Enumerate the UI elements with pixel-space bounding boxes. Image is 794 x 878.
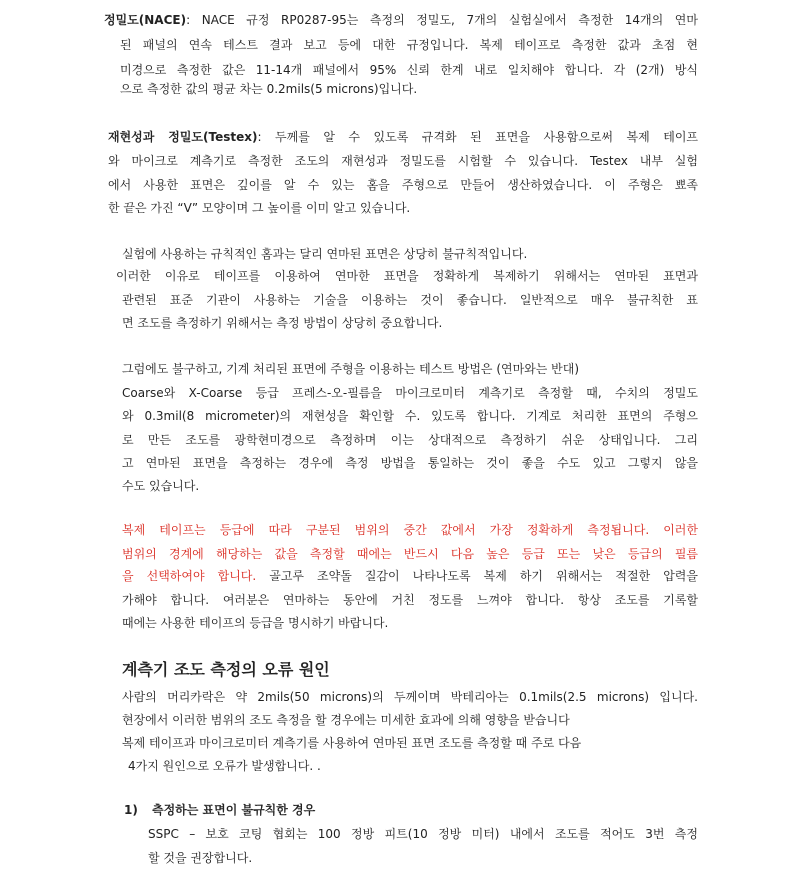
p2-line-2: 와 마이크로 계측기로 측정한 조도의 재현성과 정밀도를 시험할 수 있습니다. Testex 내부 실험 (108, 154, 698, 168)
p1-line-1 (104, 12, 698, 28)
p4-line-3: 와 0.3mil(8 micrometer)의 재현성을 확인할 수. 있도록 합니다. 기계로 처리한 표면의 주형으 (122, 409, 698, 423)
p4-line-1: 그럼에도 불구하고, 기계 처리된 표면에 주형을 이용하는 테스트 방법은 (연마와는 반대) (122, 362, 580, 376)
p2-line-1 (108, 129, 698, 145)
p5-red-line-3: 을 선택하여야 합니다. (122, 569, 257, 583)
p3-line-3: 관련된 표준 기관이 사용하는 기술을 이용하는 것이 좋습니다. 일반적으로 매우 불규칙한 표 (122, 293, 698, 307)
item1-line-1: SSPC – 보호 코팅 협회는 100 정방 피트(10 정방 미터) 내에서 조도를 적어도 3번 측정 (148, 827, 698, 841)
p5-text-3: 골고루 조약돌 질감이 나타나도록 복제 하기 위해서는 적절한 압력을 (256, 569, 698, 583)
p2-lead: 재현성과 정밀도(Testex) (108, 130, 258, 144)
item1-title: 측정하는 표면이 불규칙한 경우 (152, 803, 316, 817)
section-line-2: 현장에서 이러한 범위의 조도 측정을 할 경우에는 미세한 효과에 의해 영향을 받습니다 (122, 713, 570, 727)
item1-number: 1) (124, 803, 138, 817)
p5-red-line-1: 복제 테이프는 등급에 따라 구분된 범위의 중간 값에서 가장 정확하게 측정됩니다. 이러한 (122, 523, 698, 537)
p2-line-4: 한 끝은 가진 “V” 모양이며 그 높이를 이미 알고 있습니다. (108, 201, 411, 215)
p1-line-3: 미경으로 측정한 값은 11-14개 패널에서 95% 신뢰 한계 내로 일치해야 합니다. 각 (2개) 방식 (120, 63, 698, 77)
item1-line-2: 할 것을 권장합니다. (148, 851, 253, 865)
p2-text-1: : 두께를 알 수 있도록 규격화 된 표면을 사용함으로써 복제 테이프 (257, 130, 698, 144)
p4-line-4: 로 만든 조도를 광학현미경으로 측정하며 이는 상대적으로 측정하기 쉬운 상태입니다. 그리 (122, 433, 698, 447)
section-heading: 계측기 조도 측정의 오류 원인 (122, 660, 330, 679)
section-line-3: 복제 테이프과 마이크로미터 계측기를 사용하여 연마된 표면 조도를 측정할 때 주로 다음 (122, 736, 582, 750)
p3-line-1: 실험에 사용하는 규칙적인 홈과는 달리 연마된 표면은 상당히 불규칙적입니다. (122, 247, 528, 261)
p4-line-5: 고 연마된 표면을 측정하는 경우에 측정 방법을 통일하는 것이 좋을 수도 있고 그렇지 않을 (122, 456, 698, 470)
p5-line-3 (122, 568, 698, 584)
p4-line-6: 수도 있습니다. (122, 479, 200, 493)
p2-line-3: 에서 사용한 표면은 깊이를 알 수 있는 홈을 주형으로 만들어 생산하였습니다. 이 주형은 뾰족 (108, 178, 698, 192)
p1-text-1: : NACE 규정 RP0287-95는 측정의 정밀도, 7개의 실험실에서 측정한 14개의 연마 (186, 13, 698, 27)
p3-line-2: 이러한 이유로 테이프를 이용하여 연마한 표면을 정확하게 복제하기 위해서는 연마된 표면과 (116, 269, 698, 283)
p3-line-4: 면 조도를 측정하기 위해서는 측정 방법이 상당히 중요합니다. (122, 316, 443, 330)
p5-line-5: 때에는 사용한 테이프의 등급을 명시하기 바랍니다. (122, 616, 389, 630)
p1-line-4: 으로 측정한 값의 평균 차는 0.2mils(5 microns)입니다. (120, 82, 418, 96)
p1-lead: 정밀도(NACE) (104, 13, 187, 27)
p4-line-2: Coarse와 X-Coarse 등급 프레스-오-필름을 마이크로미터 계측기로 측정할 때, 수치의 정밀도 (122, 386, 698, 400)
p5-red-line-2: 범위의 경계에 해당하는 값을 측정할 때에는 반드시 다음 높은 등급 또는 낮은 등급의 필름 (122, 547, 698, 561)
section-line-1: 사람의 머리카락은 약 2mils(50 microns)의 두께이며 박테리아는 0.1mils(2.5 microns) 입니다. (122, 690, 698, 704)
p5-line-4: 가해야 합니다. 여러분은 연마하는 동안에 거친 정도를 느껴야 합니다. 항상 조도를 기록할 (122, 593, 698, 607)
p1-line-2: 된 패널의 연속 테스트 결과 보고 등에 대한 규정입니다. 복제 테이프로 측정한 값과 초점 현 (120, 38, 698, 52)
section-line-4: 4가지 원인으로 오류가 발생합니다. . (128, 759, 321, 773)
